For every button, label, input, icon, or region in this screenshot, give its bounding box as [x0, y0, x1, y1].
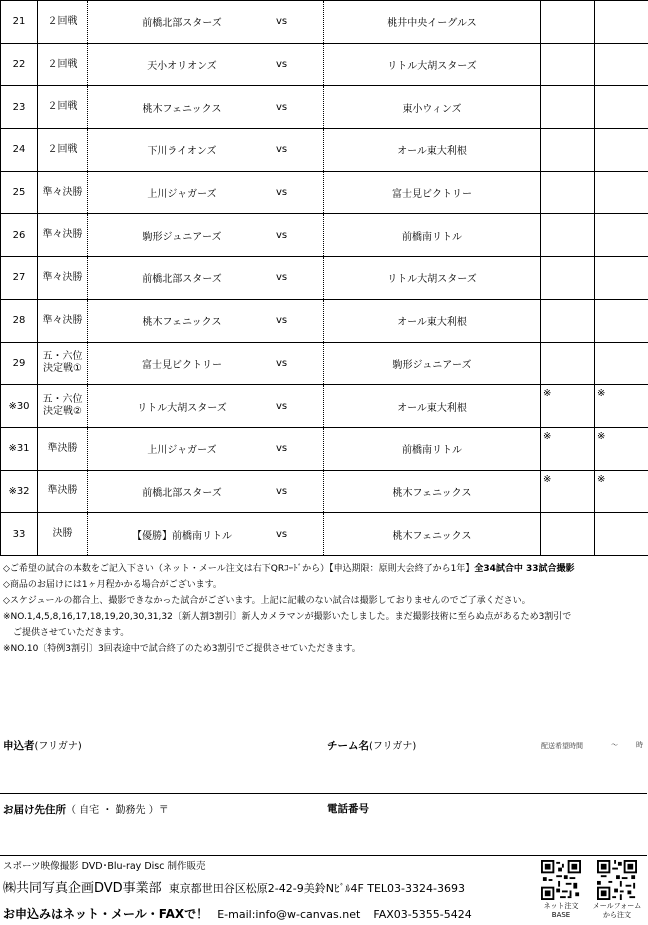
match-round: 準々決勝: [38, 257, 88, 300]
order-qty-cell-2[interactable]: [595, 342, 648, 385]
phone-label: 電話番号: [327, 803, 369, 815]
match-row: [1, 342, 648, 385]
note-mark: [595, 343, 648, 346]
vs-label: vs: [276, 257, 324, 300]
footer-order-line: [3, 903, 472, 922]
match-number: 33: [1, 513, 38, 556]
note-mark: [541, 257, 594, 260]
order-qty-cell-1[interactable]: [541, 171, 595, 214]
team-home: 桃木フェニックス: [88, 299, 277, 342]
qr-label-mail-form: [589, 902, 645, 920]
applicant-label: [3, 737, 82, 753]
team-away: 前橋南リトル: [324, 214, 541, 257]
order-qty-cell-2[interactable]: [595, 385, 648, 428]
team-away: 駒形ジュニアーズ: [324, 342, 541, 385]
qr-code-mail-form[interactable]: [597, 860, 637, 900]
note-line: [3, 561, 647, 577]
match-row: [1, 129, 648, 172]
delivery-time-tilde: ～: [611, 741, 618, 749]
notes: [3, 561, 647, 657]
order-qty-cell-2[interactable]: [595, 513, 648, 556]
note-mark: ※: [597, 388, 606, 400]
team-away: オール東大利根: [324, 129, 541, 172]
match-number: 28: [1, 299, 38, 342]
match-round: 準決勝: [38, 427, 88, 470]
note-line: ※NO.1,4,5,8,16,17,18,19,20,30,31,32〔新人割3割引〕新人カメラマンが撮影いたしました。まだ撮影技術に至らぬ点があるため3割引で: [3, 612, 572, 622]
vs-label: vs: [276, 470, 324, 513]
match-round: 準々決勝: [38, 299, 88, 342]
note-mark: ※: [597, 473, 606, 485]
note-mark: [595, 129, 648, 132]
note-line: ※NO.10〔特例3割引〕3回表途中で試合終了のため3割引でご提供させていただきます。: [3, 644, 361, 654]
match-row: [1, 513, 648, 556]
total-matches-note: 全34試合中 33試合撮影: [474, 564, 575, 574]
match-row: [1, 257, 648, 300]
note-mark: [595, 300, 648, 303]
note-mark: [595, 214, 648, 217]
order-qty-cell-1[interactable]: [541, 427, 595, 470]
note-mark: ※: [597, 430, 606, 442]
team-home: 天小オリオンズ: [88, 43, 277, 86]
note-mark: [595, 257, 648, 260]
team-away: 桃木フェニックス: [324, 513, 541, 556]
vs-label: vs: [276, 299, 324, 342]
note-line: ご提供させていただきます。: [13, 628, 130, 638]
match-round: 決勝: [38, 513, 88, 556]
match-row: [1, 1, 648, 44]
match-round-line: 五・六位: [42, 394, 83, 406]
team-kana: (フリガナ): [369, 741, 417, 752]
vs-label: vs: [276, 43, 324, 86]
note-mark: [595, 1, 648, 4]
vs-label: vs: [276, 385, 324, 428]
form-divider: [0, 855, 647, 856]
qr2-label-line1: メールフォーム: [592, 902, 642, 910]
match-row: [1, 171, 648, 214]
match-table-body: [1, 1, 648, 556]
team-name-label-text: チーム名: [327, 740, 369, 752]
match-number: 24: [1, 129, 38, 172]
team-away: オール東大利根: [324, 385, 541, 428]
team-home: 上川ジャガーズ: [88, 171, 277, 214]
qr1-label-line2: BASE: [551, 911, 571, 919]
note-mark: [595, 172, 648, 175]
order-qty-cell-2[interactable]: [595, 171, 648, 214]
note-mark: [541, 86, 594, 89]
order-qty-cell-1[interactable]: [541, 470, 595, 513]
order-qty-cell-1[interactable]: [541, 214, 595, 257]
order-qty-cell-1[interactable]: [541, 342, 595, 385]
note-mark: ※: [543, 388, 552, 400]
order-qty-cell-2[interactable]: [595, 43, 648, 86]
footer-tagline: スポーツ映像撮影 DVD･Blu-ray Disc 制作販売: [3, 861, 206, 872]
match-number: ※31: [1, 427, 38, 470]
note-mark: [541, 1, 594, 4]
note-line: ◇スケジュールの都合上、撮影できなかった試合がございます。上記に記載のない試合は撮影しておりませんのでご了承ください。: [3, 596, 531, 606]
team-away: 桃井中央イーグルス: [324, 1, 541, 44]
match-row: [1, 427, 648, 470]
team-away: リトル大胡スターズ: [324, 257, 541, 300]
order-qty-cell-2[interactable]: [595, 470, 648, 513]
order-methods: お申込みはネット・メール・FAXで！: [3, 907, 209, 921]
vs-label: vs: [276, 342, 324, 385]
note-mark: [595, 44, 648, 47]
match-number: ※30: [1, 385, 38, 428]
team-away: 桃木フェニックス: [324, 470, 541, 513]
match-row: [1, 43, 648, 86]
order-qty-cell-1[interactable]: [541, 513, 595, 556]
match-number: 27: [1, 257, 38, 300]
note-mark: ※: [543, 430, 552, 442]
vs-label: vs: [276, 1, 324, 44]
team-home: 前橋北部スターズ: [88, 257, 277, 300]
vs-label: vs: [276, 513, 324, 556]
qr1-label-line1: ネット注文: [543, 902, 579, 910]
note-mark: [541, 513, 594, 516]
note-mark: [541, 214, 594, 217]
order-qty-cell-1[interactable]: [541, 385, 595, 428]
company-name: ㈱共同写真企画DVD事業部: [3, 881, 162, 896]
match-row: [1, 299, 648, 342]
team-away: オール東大利根: [324, 299, 541, 342]
match-round: ２回戦: [38, 86, 88, 129]
match-number: 23: [1, 86, 38, 129]
delivery-time-label: 配送希望時間: [541, 742, 583, 750]
company-address: 東京都世田谷区松原2-42-9美鈴Nﾋﾞﾙ4F TEL03-3324-3693: [168, 882, 465, 895]
team-home: 駒形ジュニアーズ: [88, 214, 277, 257]
match-row: [1, 470, 648, 513]
match-round: ２回戦: [38, 43, 88, 86]
vs-label: vs: [276, 427, 324, 470]
order-qty-cell-2[interactable]: [595, 129, 648, 172]
order-qty-cell-1[interactable]: [541, 299, 595, 342]
order-qty-cell-1[interactable]: [541, 257, 595, 300]
team-away: 東小ウィンズ: [324, 86, 541, 129]
note-mark: [541, 343, 594, 346]
note-mark: [541, 300, 594, 303]
address-label-text: お届け先住所: [3, 804, 66, 816]
note-mark: [595, 513, 648, 516]
match-round: [38, 342, 88, 385]
order-qty-cell-2[interactable]: [595, 427, 648, 470]
note-mark: [595, 86, 648, 89]
match-round-line: 決定戦②: [43, 406, 82, 418]
order-qty-cell-1[interactable]: [541, 43, 595, 86]
team-home: 前橋北部スターズ: [88, 470, 277, 513]
vs-label: vs: [276, 214, 324, 257]
note-mark: ※: [543, 473, 552, 485]
order-qty-cell-1[interactable]: [541, 1, 595, 44]
match-round-line: 五・六位: [42, 351, 83, 363]
vs-label: vs: [276, 171, 324, 214]
match-number: 21: [1, 1, 38, 44]
match-round: 準決勝: [38, 470, 88, 513]
match-number: 26: [1, 214, 38, 257]
qr-code-net-order[interactable]: [541, 860, 581, 900]
match-round: 準々決勝: [38, 214, 88, 257]
match-row: [1, 385, 648, 428]
match-row: [1, 214, 648, 257]
applicant-label-text: 申込者: [3, 740, 35, 752]
order-qty-cell-2[interactable]: [595, 299, 648, 342]
note-mark: [541, 129, 594, 132]
match-round: ２回戦: [38, 1, 88, 44]
qr2-label-line2: から注文: [603, 911, 631, 919]
match-number: 29: [1, 342, 38, 385]
vs-label: vs: [276, 129, 324, 172]
match-round-line: 決定戦①: [43, 363, 82, 375]
team-home: 桃木フェニックス: [88, 86, 277, 129]
order-qty-cell-2[interactable]: [595, 1, 648, 44]
team-home: 【優勝】前橋南リトル: [88, 513, 277, 556]
note-mark: [541, 172, 594, 175]
vs-label: vs: [276, 86, 324, 129]
team-name-label: [327, 737, 416, 753]
order-qty-cell-2[interactable]: [595, 214, 648, 257]
form-divider: [0, 793, 647, 794]
note-mark: [541, 44, 594, 47]
team-away: 前橋南リトル: [324, 427, 541, 470]
order-qty-cell-2[interactable]: [595, 86, 648, 129]
match-number: 25: [1, 171, 38, 214]
contact-fax: FAX03-5355-5424: [373, 908, 472, 921]
match-row: [1, 86, 648, 129]
order-qty-cell-2[interactable]: [595, 257, 648, 300]
contact-email: E-mail:info@w-canvas.net: [217, 908, 361, 921]
team-home: 下川ライオンズ: [88, 129, 277, 172]
team-home: リトル大胡スターズ: [88, 385, 277, 428]
delivery-time-hour: 時: [636, 741, 643, 749]
note-line: ◇商品のお届けには1ヶ月程かかる場合がございます。: [3, 580, 222, 590]
qr-label-net-order: [533, 902, 589, 920]
order-qty-cell-1[interactable]: [541, 86, 595, 129]
address-options: （ 自宅 ・ 勤務先 ）〒: [66, 805, 169, 816]
match-number: 22: [1, 43, 38, 86]
note-text: ◇ご希望の試合の本数をご記入下さい（ネット・メール注文は右下QRｺｰﾄﾞから）【申込期限：原則大会終了から1年】: [3, 564, 475, 574]
match-number: ※32: [1, 470, 38, 513]
team-home: 富士見ビクトリー: [88, 342, 277, 385]
team-away: リトル大胡スターズ: [324, 43, 541, 86]
applicant-kana: (フリガナ): [34, 741, 82, 752]
match-round: 準々決勝: [38, 171, 88, 214]
team-home: 上川ジャガーズ: [88, 427, 277, 470]
match-round: ２回戦: [38, 129, 88, 172]
match-round: [38, 385, 88, 428]
order-qty-cell-1[interactable]: [541, 129, 595, 172]
footer-company-line: [3, 877, 465, 896]
address-label: [3, 801, 169, 817]
team-home: 前橋北部スターズ: [88, 1, 277, 44]
team-away: 富士見ビクトリー: [324, 171, 541, 214]
